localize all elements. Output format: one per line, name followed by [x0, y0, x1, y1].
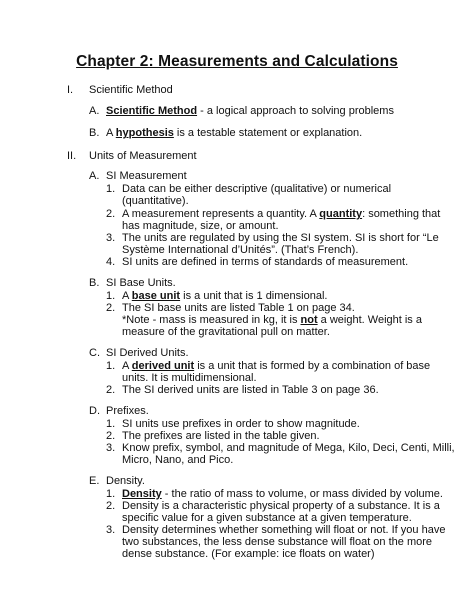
si-item-4-num: 4. [106, 256, 116, 268]
density-item-3-line-1: Density determines whether something will float or not. If you have [122, 524, 446, 536]
derived-item-2-num: 2. [106, 384, 116, 396]
si-item-3-num: 3. [106, 232, 116, 244]
item-2c-label: C. [89, 347, 100, 359]
prefix-item-2-line-1: The prefixes are listed in the table given. [122, 430, 320, 442]
prefix-item-1-line-1: SI units use prefixes in order to show magnitude. [122, 418, 360, 430]
si-item-2-line-2: has magnitude, size, or amount. [122, 220, 279, 232]
si-item-2-pre: A measurement represents a quantity. A [122, 208, 320, 220]
si-item-1-line-1: Data can be either descriptive (qualitative) or numerical [122, 183, 392, 195]
density-item-3-line-3: dense substance. (For example: ice floats on water) [122, 548, 375, 560]
base-item-2-line-1: The SI base units are listed Table 1 on page 34. [122, 302, 355, 314]
item-1b-pre: A [106, 127, 116, 139]
term-base-unit: base unit [131, 290, 181, 302]
density-item-1-rest: - the ratio of mass to volume, or mass divided by volume. [161, 488, 443, 500]
section-2-numeral: II. [67, 150, 77, 162]
derived-item-1-line-2: units. It is multidimensional. [122, 372, 257, 384]
base-item-2-note-rest: a weight. Weight is a [317, 314, 422, 326]
derived-item-1-num: 1. [106, 360, 116, 372]
base-item-1-rest: is a unit that is 1 dimensional. [180, 290, 328, 302]
item-1a-text [106, 105, 394, 118]
item-1a-rest: - a logical approach to solving problems [197, 105, 394, 117]
item-2c-heading: SI Derived Units. [106, 347, 189, 359]
density-item-3-num: 3. [106, 524, 116, 536]
prefix-item-3-line-1: Know prefix, symbol, and magnitude of Mega, Kilo, Deci, Centi, Milli, [122, 442, 455, 454]
item-2e-label: E. [89, 475, 100, 487]
prefix-item-2-num: 2. [106, 430, 116, 442]
derived-item-1-rest: is a unit that is formed by a combination of base [194, 360, 431, 372]
si-item-2-num: 2. [106, 208, 116, 220]
si-item-2-rest: : something that [362, 208, 441, 220]
base-item-1-num: 1. [106, 290, 116, 302]
item-2a-heading: SI Measurement [106, 170, 187, 182]
density-item-1-num: 1. [106, 488, 116, 500]
density-item-2-num: 2. [106, 500, 116, 512]
prefix-item-3-num: 3. [106, 442, 116, 454]
item-1b-rest: is a testable statement or explanation. [173, 127, 363, 139]
section-2-heading: Units of Measurement [89, 150, 197, 162]
density-item-2-line-2: specific value for a given substance at a given temperature. [122, 512, 412, 524]
item-2b-label: B. [89, 277, 100, 289]
density-item-3-line-2: two substances, the less dense substance will float on the more [122, 536, 433, 548]
item-2d-heading: Prefixes. [106, 405, 149, 417]
prefix-item-3-line-2: Micro, Nano, and Pico. [122, 454, 234, 466]
si-item-1-num: 1. [106, 183, 116, 195]
term-scientific-method: Scientific Method [106, 105, 198, 117]
si-item-4-line-1: SI units are defined in terms of standards of measurement. [122, 256, 409, 268]
item-1a-label: A. [89, 105, 100, 117]
page-title: Chapter 2: Measurements and Calculations [76, 53, 398, 70]
base-item-2-line-3: measure of the gravitational pull on matter. [122, 326, 330, 338]
term-hypothesis: hypothesis [115, 127, 174, 139]
si-item-3-line-2: Système International d’Unités”. (That’s French). [122, 244, 359, 256]
item-2d-label: D. [89, 405, 100, 417]
derived-item-2-line-1: The SI derived units are listed in Table 3 on page 36. [122, 384, 379, 396]
item-1b-text [106, 127, 362, 140]
section-1-numeral: I. [67, 84, 74, 96]
base-item-1-pre: A [122, 290, 132, 302]
term-derived-unit: derived unit [131, 360, 195, 372]
si-item-1-line-2: (quantitative). [122, 195, 189, 207]
section-1-heading: Scientific Method [89, 84, 173, 96]
base-item-2-note-pre: *Note - mass is measured in kg, it is [122, 314, 301, 326]
prefix-item-1-num: 1. [106, 418, 116, 430]
term-not: not [300, 314, 318, 326]
term-quantity: quantity [319, 208, 363, 220]
base-item-2-num: 2. [106, 302, 116, 314]
derived-item-1-pre: A [122, 360, 132, 372]
item-2e-heading: Density. [106, 475, 145, 487]
item-2b-heading: SI Base Units. [106, 277, 176, 289]
term-density: Density [122, 488, 162, 500]
si-item-3-line-1: The units are regulated by using the SI system. SI is short for “Le [122, 232, 439, 244]
density-item-2-line-1: Density is a characteristic physical property of a substance. It is a [122, 500, 440, 512]
item-1b-label: B. [89, 127, 100, 139]
item-2a-label: A. [89, 170, 100, 182]
